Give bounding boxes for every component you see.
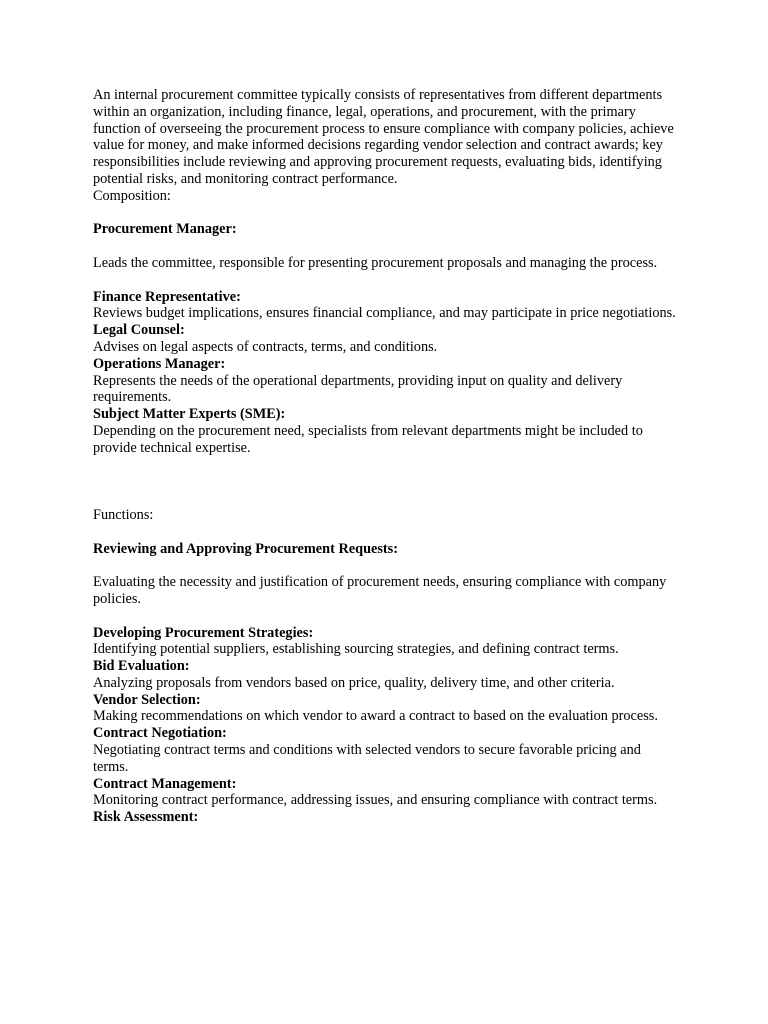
procurement-strategies-title: Developing Procurement Strategies:	[93, 624, 314, 641]
procurement-strategies-desc: Identifying potential suppliers, establishing sourcing strategies, and defining contract terms.	[93, 641, 619, 658]
operations-manager-desc: Represents the needs of the operational departments, providing input on quality and delivery requirements.	[93, 372, 623, 406]
bid-evaluation-title: Bid Evaluation:	[93, 658, 190, 675]
sme-desc: Depending on the procurement need, specialists from relevant departments might be included to provide technical expertise.	[93, 422, 643, 456]
legal-counsel-title: Legal Counsel:	[93, 322, 185, 339]
contract-management-desc: Monitoring contract performance, addressing issues, and ensuring compliance with contract terms.	[93, 792, 658, 809]
contract-management-title: Contract Management:	[93, 775, 237, 792]
finance-representative-title: Finance Representative:	[93, 288, 241, 305]
sme-title: Subject Matter Experts (SME):	[93, 406, 286, 423]
vendor-selection-desc: Making recommendations on which vendor to award a contract to based on the evaluation process.	[93, 708, 658, 725]
legal-counsel-desc: Advises on legal aspects of contracts, terms, and conditions.	[93, 338, 438, 355]
finance-representative-desc: Reviews budget implications, ensures financial compliance, and may participate in price negotiations.	[93, 305, 676, 322]
document-page	[93, 87, 677, 826]
functions-heading: Functions:	[93, 506, 154, 523]
reviewing-requests-desc: Evaluating the necessity and justification of procurement needs, ensuring compliance with company policies.	[93, 574, 667, 607]
contract-negotiation-title: Contract Negotiation:	[93, 725, 227, 742]
procurement-manager-desc: Leads the committee, responsible for presenting procurement proposals and managing the process.	[93, 254, 658, 271]
operations-manager-title: Operations Manager:	[93, 355, 226, 372]
procurement-manager-title: Procurement Manager:	[93, 221, 237, 238]
risk-assessment-title: Risk Assessment:	[93, 809, 199, 826]
bid-evaluation-desc: Analyzing proposals from vendors based on price, quality, delivery time, and other criteria.	[93, 674, 615, 691]
vendor-selection-title: Vendor Selection:	[93, 691, 201, 708]
intro-paragraph: An internal procurement committee typically consists of representatives from different departments within an organization, including finance, legal, operations, and procurement, with the primary function of overseeing the procurement process to ensure compliance with company policies, achieve value for money, and make informed decisions regarding vendor selection and contract awards; key responsibilities include reviewing and approving procurement requests, evaluating bids, identifying potential risks, and monitoring contract performance.	[93, 87, 674, 187]
reviewing-requests-title: Reviewing and Approving Procurement Requests:	[93, 540, 399, 557]
composition-heading: Composition:	[93, 187, 171, 204]
contract-negotiation-desc: Negotiating contract terms and conditions with selected vendors to secure favorable pricing and terms.	[93, 742, 641, 775]
